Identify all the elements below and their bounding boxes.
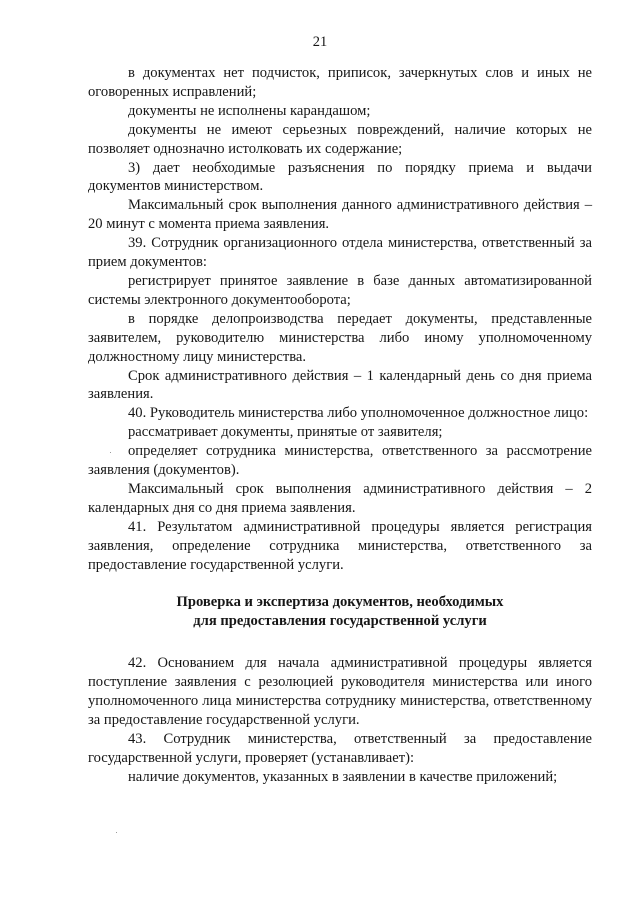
paragraph: 43. Сотрудник министерства, ответственный за предоставление государственной услуги, проверяет (устанавливает):	[88, 730, 592, 766]
paragraph: наличие документов, указанных в заявлении в качестве приложений;	[128, 768, 558, 785]
page-number: 21	[312, 34, 328, 50]
document-body	[88, 64, 592, 787]
paragraph: в порядке делопроизводства передает документы, представленные заявителем, руководителю министерства либо иному уполномоченному должностному лицу министерства.	[88, 310, 592, 365]
paragraph: определяет сотрудника министерства, ответственного за рассмотрение заявления (документов).	[88, 443, 592, 479]
section-heading-line: для предоставления государственной услуги	[193, 613, 487, 630]
section-heading	[88, 593, 592, 631]
paragraph: рассматривает документы, принятые от заявителя;	[128, 424, 443, 441]
scan-speck	[116, 832, 117, 833]
paragraph: документы не имеют серьезных повреждений, наличие которых не позволяет однозначно истолковать их содержание;	[88, 121, 592, 157]
paragraph: 40. Руководитель министерства либо уполномоченное должностное лицо:	[128, 405, 589, 422]
paragraph: регистрирует принятое заявление в базе данных автоматизированной системы электронного документооборота;	[88, 272, 592, 308]
scan-speck	[110, 452, 111, 453]
paragraph: Максимальный срок выполнения административного действия – 2 календарных дня со дня приема заявления.	[88, 480, 592, 516]
paragraph: 39. Сотрудник организационного отдела министерства, ответственный за прием документов:	[88, 235, 592, 271]
paragraph: Срок административного действия – 1 календарный день со дня приема заявления.	[88, 367, 592, 403]
paragraph: 41. Результатом административной процедуры является регистрация заявления, определение сотрудника министерства, ответственного за предоставление государственной услуги.	[88, 518, 592, 573]
paragraph: документы не исполнены карандашом;	[128, 102, 371, 119]
paragraph: Максимальный срок выполнения данного административного действия – 20 минут с момента приема заявления.	[88, 197, 592, 233]
paragraph: 42. Основанием для начала административной процедуры является поступление заявления с резолюцией руководителя министерства или иного уполномоченного лица министерства сотруднику министерства, ответственному за предоставление государственной услуги.	[88, 655, 592, 728]
section-heading-line: Проверка и экспертиза документов, необходимых	[176, 594, 504, 611]
paragraph: 3) дает необходимые разъяснения по порядку приема и выдачи документов министерством.	[88, 159, 592, 195]
paragraph: в документах нет подчисток, приписок, зачеркнутых слов и иных не оговоренных исправлений;	[88, 65, 592, 100]
